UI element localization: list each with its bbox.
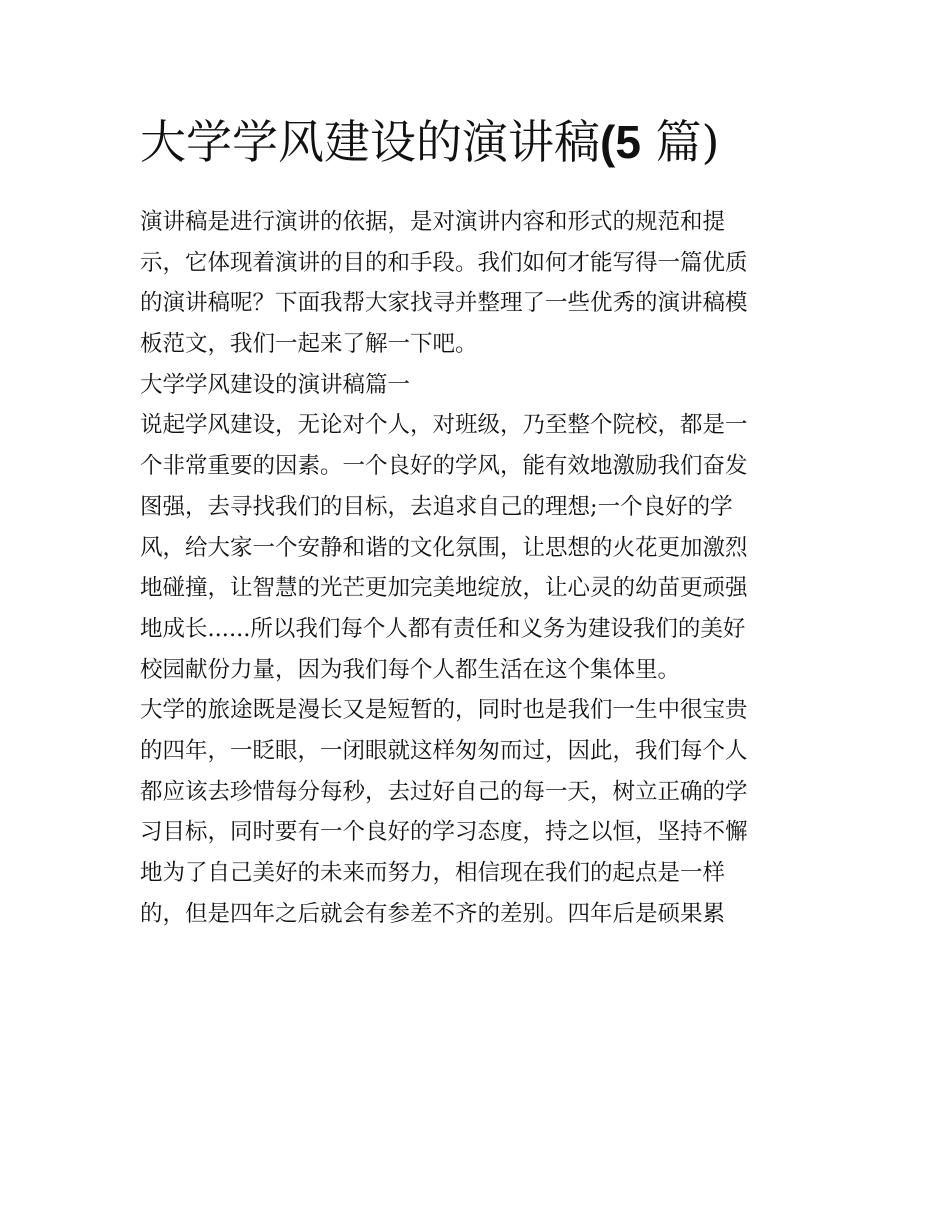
text-line: 风，给大家一个安静和谐的文化氛围，让思想的火花更加激烈 [140, 534, 748, 561]
text-line: 地成长......所以我们每个人都有责任和义务为建设我们的美好 [140, 615, 746, 642]
text-line: 演讲稿是进行演讲的依据，是对演讲内容和形式的规范和提 [140, 209, 726, 235]
text-line: 地为了自己美好的未来而努力，相信现在我们的起点是一样 [140, 860, 726, 886]
title-number: (5 [600, 116, 641, 168]
text-line: 都应该去珍惜每分每秒，去过好自己的每一天，树立正确的学 [140, 778, 748, 805]
text-line: 图强，去寻找我们的目标，去追求自己的理想;一个良好的学 [140, 493, 733, 520]
text-line: 地碰撞，让智慧的光芒更加完美地绽放，让心灵的幼苗更顽强 [140, 575, 748, 602]
text-line: 的演讲稿呢？下面我帮大家找寻并整理了一些优秀的演讲稿模 [140, 290, 748, 317]
section-heading: 大学学风建设的演讲稿篇一 [140, 371, 411, 398]
title-text: 大学学风建设的演讲稿 [140, 115, 600, 169]
document-title [140, 112, 840, 172]
text-line: 示，它体现着演讲的目的和手段。我们如何才能写得一篇优质 [140, 249, 748, 276]
text-line: 的，但是四年之后就会有参差不齐的差别。四年后是硕果累 [140, 900, 726, 927]
document-body [140, 202, 840, 934]
text-line: 校园献份力量，因为我们每个人都生活在这个集体里。 [140, 656, 681, 683]
text-line: 大学的旅途既是漫长又是短暂的，同时也是我们一生中很宝贵 [140, 697, 748, 724]
text-line: 说起学风建设，无论对个人，对班级，乃至整个院校，都是一 [140, 412, 748, 439]
text-line: 个非常重要的因素。一个良好的学风，能有效地激励我们奋发 [140, 453, 748, 480]
text-line: 的四年，一眨眼，一闭眼就这样匆匆而过，因此，我们每个人 [140, 737, 748, 764]
title-suffix: 篇) [640, 115, 720, 169]
text-line: 板范文，我们一起来了解一下吧。 [140, 331, 478, 358]
text-line: 习目标，同时要有一个良好的学习态度，持之以恒，坚持不懈 [140, 819, 748, 846]
